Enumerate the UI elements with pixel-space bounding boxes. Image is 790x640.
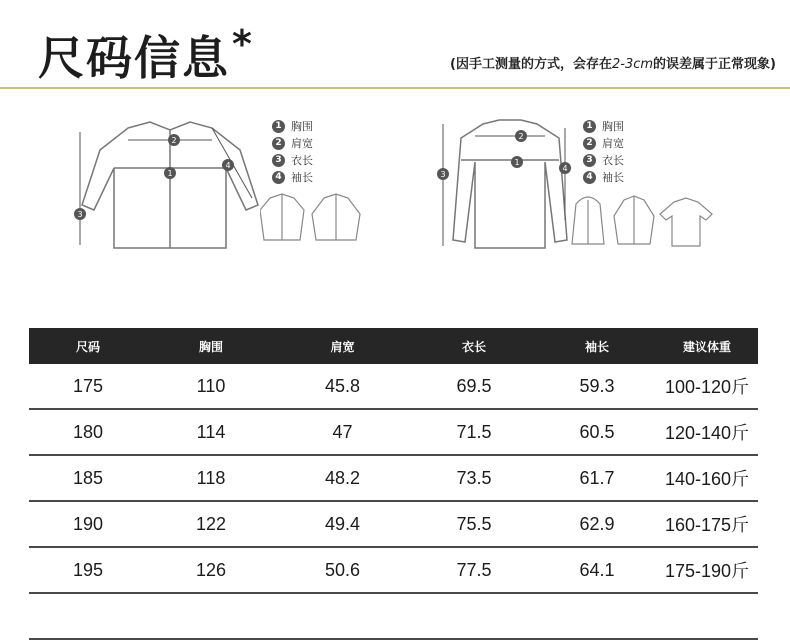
- svg-text:1: 1: [167, 169, 173, 178]
- table-row: 195 126 50.6 77.5 64.1 175-190斤: [29, 548, 758, 594]
- table-row: 185 118 48.2 73.5 61.7 140-160斤: [29, 456, 758, 502]
- measurement-legend-2: 1 胸围 2 肩宽 3 衣长 4 袖长: [583, 118, 624, 186]
- measurement-legend-1: 1 胸围 2 肩宽 3 衣长 4 袖长: [272, 118, 313, 186]
- table-row: 180 114 47 71.5 60.5 120-140斤: [29, 410, 758, 456]
- header-weight: 建议体重: [682, 339, 731, 354]
- header-chest: 胸围: [198, 339, 223, 354]
- header-shoulder: 肩宽: [330, 339, 355, 354]
- header-divider: [0, 87, 790, 89]
- header-size: 尺码: [75, 339, 100, 354]
- garment-thumbnails: [570, 190, 720, 252]
- table-row: 175 110 45.8 69.5 59.3 100-120斤: [29, 364, 758, 410]
- jacket-thumbnails: [260, 190, 370, 250]
- svg-text:4: 4: [225, 161, 231, 170]
- svg-text:1: 1: [514, 158, 520, 167]
- measurement-note: (因手工测量的方式，会存在2-3cm的误差属于正常现象): [450, 57, 776, 72]
- table-header: [29, 328, 758, 364]
- svg-text:4: 4: [562, 164, 568, 173]
- svg-text:2: 2: [518, 132, 524, 141]
- header-length: 衣长: [461, 339, 486, 354]
- svg-text:3: 3: [440, 170, 446, 179]
- sweater-diagram: [435, 110, 585, 260]
- size-table: [29, 328, 758, 640]
- header-sleeve: 袖长: [584, 339, 609, 354]
- svg-text:2: 2: [171, 136, 177, 145]
- table-row: 190 122 49.4 75.5 62.9 160-175斤: [29, 502, 758, 548]
- shirt-diagram: [70, 110, 270, 260]
- table-empty-row: [29, 594, 758, 640]
- page-title: 尺码信息*: [38, 22, 254, 85]
- svg-text:3: 3: [77, 210, 83, 219]
